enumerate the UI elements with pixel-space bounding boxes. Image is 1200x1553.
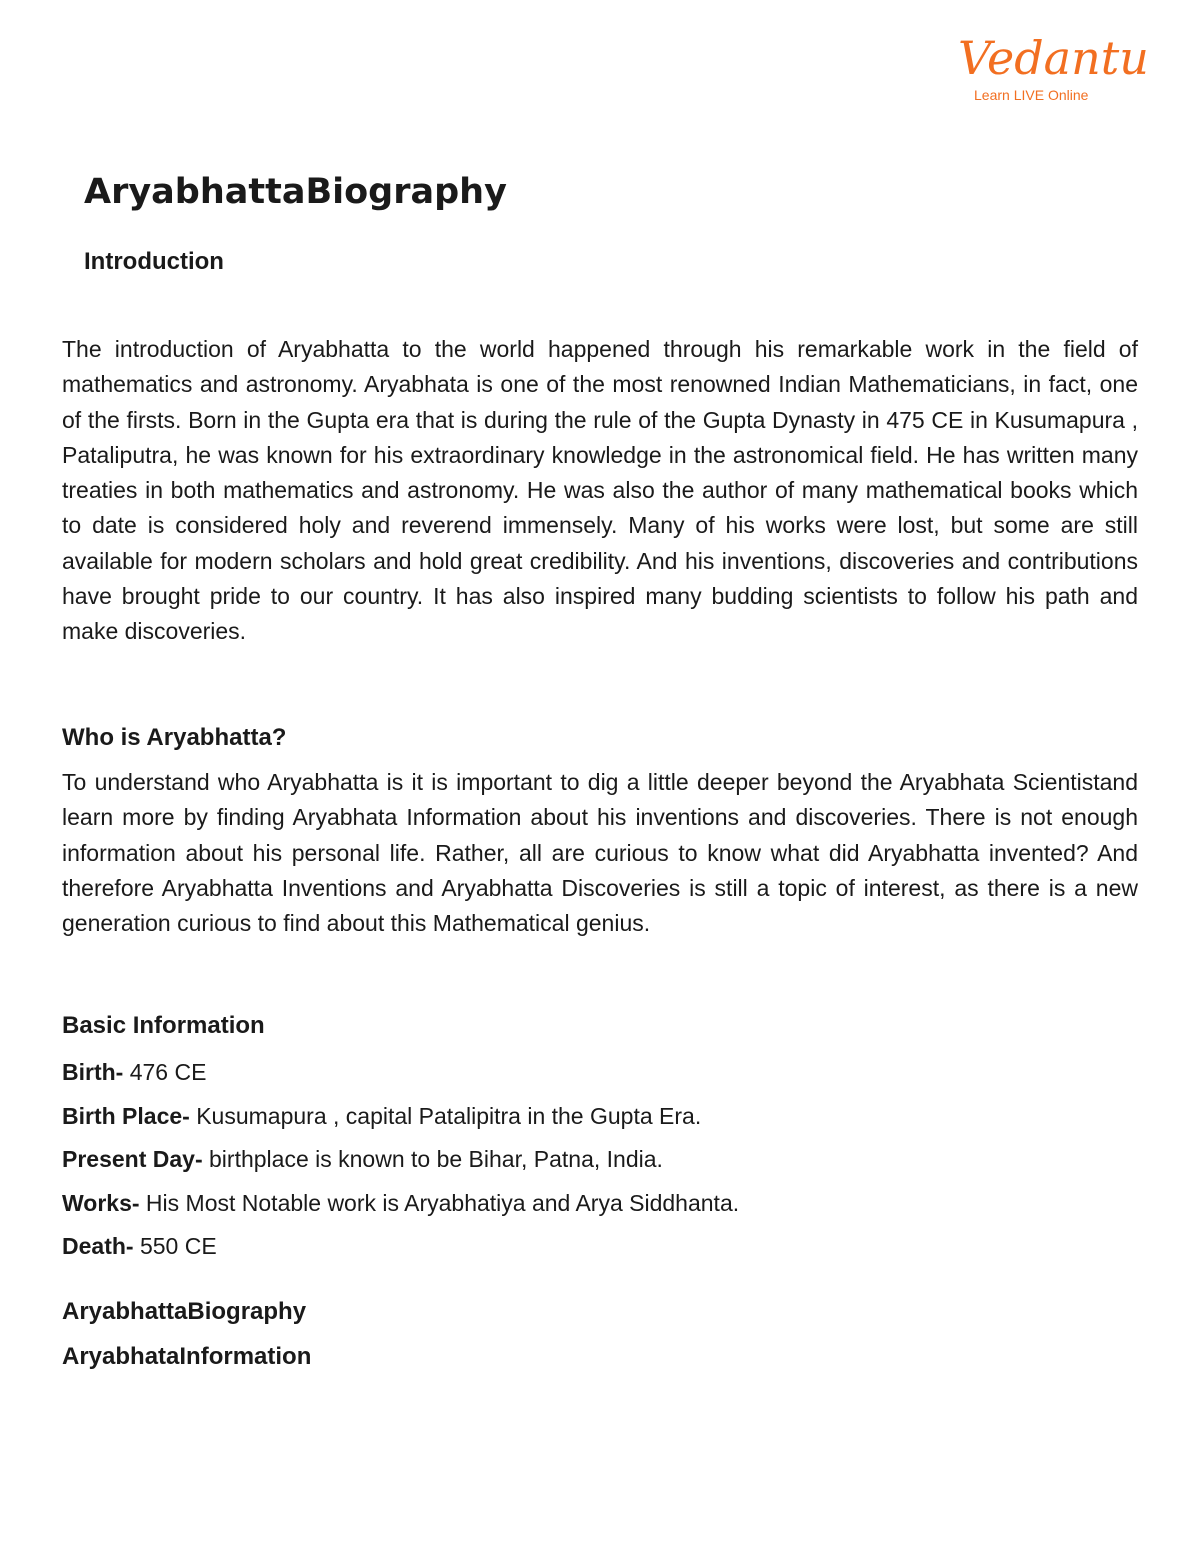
vedantu-logo: [952, 30, 1149, 110]
info-row-present-day: [62, 1141, 739, 1185]
who-is-aryabhatta-heading: Who is Aryabhatta?: [62, 724, 287, 751]
info-label: Birth Place-: [62, 1102, 190, 1129]
logo-wordmark: Vedantu: [958, 31, 1149, 85]
info-value: 550 CE: [133, 1233, 217, 1259]
info-value: His Most Notable work is Aryabhatiya and Arya Siddhanta.: [139, 1189, 740, 1216]
info-label: Birth-: [62, 1059, 124, 1085]
info-value: Kusumapura , capital Patalipitra in the Gupta Era.: [189, 1102, 702, 1129]
introduction-heading: Introduction: [84, 248, 224, 275]
info-row-death: [62, 1228, 739, 1272]
aryabhatta-biography-heading: AryabhattaBiography: [62, 1298, 307, 1325]
info-label: Death-: [62, 1233, 134, 1259]
info-value: 476 CE: [123, 1059, 207, 1085]
basic-information-heading: Basic Information: [62, 1012, 265, 1039]
logo-tagline: Learn LIVE Online: [974, 87, 1089, 103]
introduction-paragraph: The introduction of Aryabhatta to the world happened through his remarkable work in the field of mathematics and astronomy. Aryabhata is one of the most renowned Indian Mathematicians, in fact, one of the firsts. Born in the Gupta era that is during the rule of the Gupta Dynasty in 475 CE in Kusumapura , Pataliputra, he was known for his extraordinary knowledge in the astronomical field. He has written many treaties in both mathematics and astronomy. He was also the author of many mathematical books which to date is considered holy and reverend immensely. Many of his works were lost, but some are still available for modern scholars and hold great credibility. And his inventions, discoveries and contributions have brought pride to our country. It has also inspired many budding scientists to follow his path and make discoveries.: [62, 336, 1138, 645]
info-value: birthplace is known to be Bihar, Patna, India.: [202, 1146, 663, 1172]
info-row-birth: [62, 1054, 739, 1098]
info-label: Present Day-: [62, 1146, 203, 1172]
page-title: AryabhattaBiography: [84, 172, 507, 212]
info-row-works: [62, 1185, 739, 1229]
who-is-aryabhatta-paragraph: To understand who Aryabhatta is it is important to dig a little deeper beyond the Aryabhata Scientistand learn more by finding Aryabhata Information about his inventions and discoveries. There is not enough information about his personal life. Rather, all are curious to know what did Aryabhatta invented? And therefore Aryabhatta Inventions and Aryabhatta Discoveries is still a topic of interest, as there is a new generation curious to find about this Mathematical genius.: [62, 769, 1138, 937]
basic-information-list: [62, 1054, 739, 1272]
info-row-birth-place: [62, 1098, 739, 1142]
info-label: Works-: [62, 1189, 140, 1216]
aryabhata-information-heading: AryabhataInformation: [62, 1343, 312, 1370]
